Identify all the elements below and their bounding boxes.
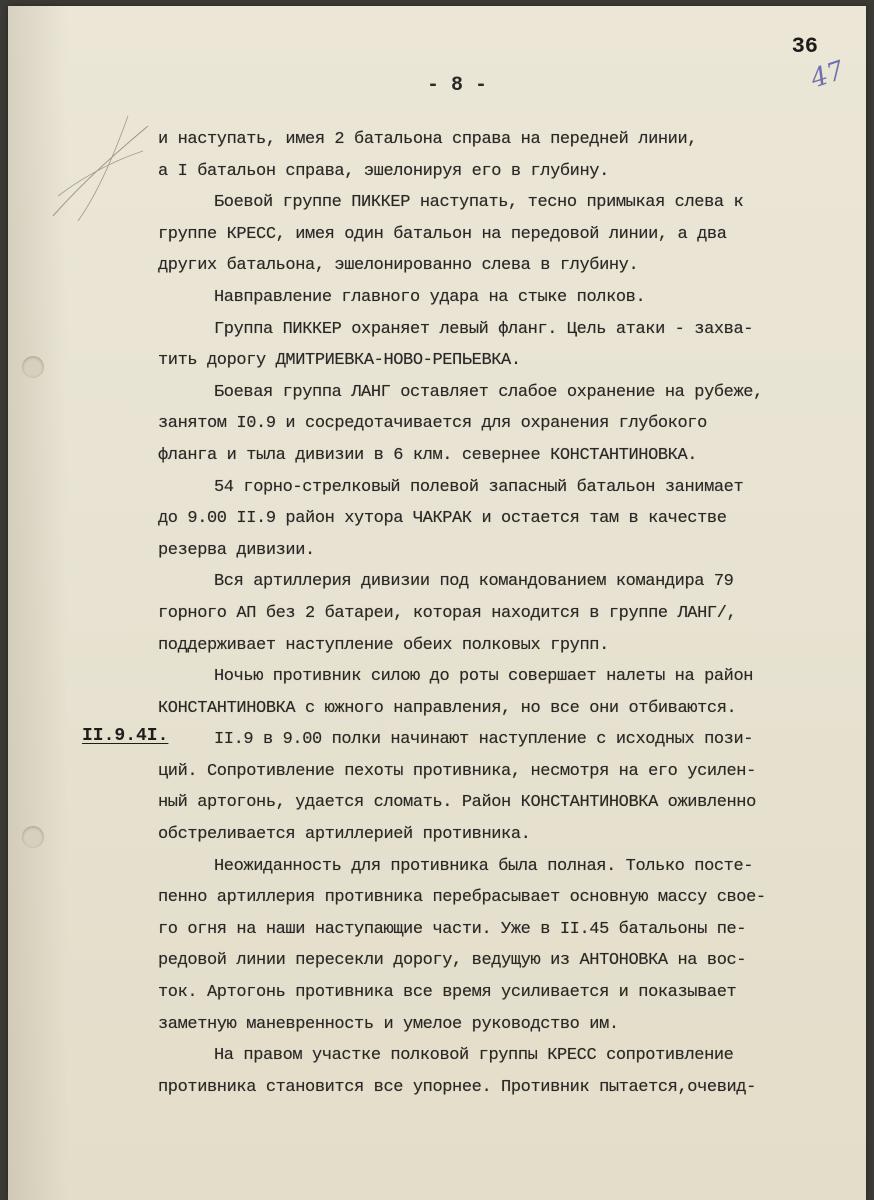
- punch-hole: [22, 356, 44, 378]
- text-line: Навправление главного удара на стыке полков.: [214, 287, 646, 307]
- text-line: КОНСТАНТИНОВКА с южного направления, но все они отбиваются.: [158, 698, 737, 718]
- text-line: го огня на наши наступающие части. Уже в II.45 батальоны пе-: [158, 919, 747, 939]
- text-line: пенно артиллерия противника перебрасывает основную массу свое-: [158, 888, 766, 908]
- text-line: и наступать, имея 2 батальона справа на передней линии,: [158, 130, 698, 149]
- text-line: ный артогонь, удается сломать. Район КОНСТАНТИНОВКА оживленно: [158, 793, 756, 813]
- text-line: до 9.00 II.9 район хутора ЧАКРАК и остается там в качестве: [158, 509, 727, 529]
- handwritten-folio-mark: 47: [807, 55, 848, 95]
- archive-folio-number: 36: [791, 34, 818, 59]
- text-line: других батальона, эшелонированно слева в глубину.: [158, 256, 639, 276]
- text-line: а I батальон справа, эшелонируя его в глубину.: [158, 161, 609, 181]
- text-line: Неожиданность для противника была полная. Только посте-: [214, 856, 754, 876]
- text-line: занятом I0.9 и сосредотачивается для охранения глубокого: [158, 414, 707, 434]
- text-line: резерва дивизии.: [158, 540, 315, 560]
- text-line: Группа ПИККЕР охраняет левый фланг. Цель атаки - захва-: [214, 319, 754, 339]
- document-page: [8, 6, 866, 1200]
- text-line: редовой линии пересекли дорогу, ведущую из АНТОНОВКА на вос-: [158, 951, 747, 971]
- text-line: ток. Артогонь противника все время усиливается и показывает: [158, 983, 737, 1003]
- text-line: противника становится все упорнее. Противник пытается,очевид-: [158, 1077, 756, 1097]
- text-line: Боевая группа ЛАНГ оставляет слабое охранение на рубеже,: [214, 382, 763, 402]
- text-line: На правом участке полковой группы КРЕСС сопротивление: [214, 1046, 734, 1066]
- document-body: [158, 124, 848, 1103]
- text-line: группе КРЕСС, имея один батальон на передовой линии, а два: [158, 224, 727, 244]
- margin-date: II.9.4I.: [82, 726, 169, 746]
- text-line: II.9 в 9.00 полки начинают наступление с исходных пози-: [214, 730, 754, 750]
- text-line: Ночью противник силою до роты совершает налеты на район: [214, 667, 754, 687]
- text-line: поддерживает наступление обеих полковых групп.: [158, 635, 609, 655]
- text-line: Боевой группе ПИККЕР наступать, тесно примыкая слева к: [214, 193, 744, 213]
- text-line: заметную маневренность и умелое руководство им.: [158, 1014, 619, 1034]
- pencil-scratch-marks: [48, 96, 158, 226]
- text-line: ций. Сопротивление пехоты противника, несмотря на его усилен-: [158, 761, 756, 781]
- text-line: тить дорогу ДМИТРИЕВКА-НОВО-РЕПЬЕВКА.: [158, 351, 521, 371]
- punch-hole: [22, 826, 44, 848]
- page-number: - 8 -: [426, 74, 487, 97]
- text-line: горного АП без 2 батареи, которая находится в группе ЛАНГ/,: [158, 603, 737, 623]
- text-line: фланга и тыла дивизии в 6 клм. севернее КОНСТАНТИНОВКА.: [158, 445, 698, 465]
- text-line: 54 горно-стрелковый полевой запасный батальон занимает: [214, 477, 744, 497]
- text-line: обстреливается артиллерией противника.: [158, 825, 531, 845]
- text-line: Вся артиллерия дивизии под командованием командира 79: [214, 572, 734, 592]
